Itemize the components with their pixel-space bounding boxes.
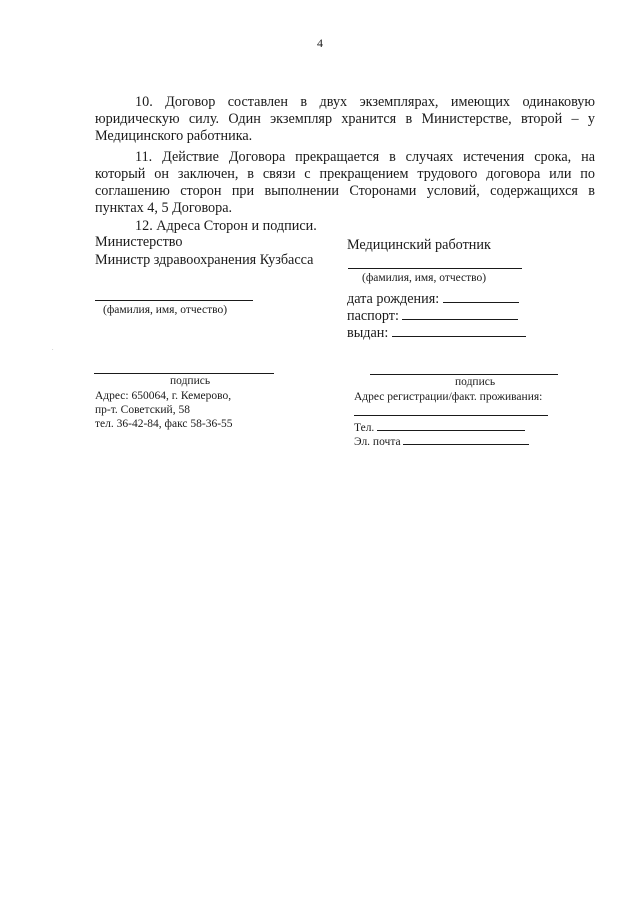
paragraph-11: 11. Действие Договора прекращается в случаях истечения срока, на который он заключен, в связи с прекращением трудового договора или по соглашению сторон при выполнении Сторонами условий, содержащихся в пунктах 4, 5 Договора. <box>95 149 595 216</box>
ministry-signature-caption: подпись <box>170 375 211 387</box>
ministry-address-line3: тел. 36-42-84, факс 58-36-55 <box>95 418 233 430</box>
passport-field <box>347 307 518 325</box>
issued-line <box>392 324 526 337</box>
page-number: 4 <box>317 36 323 50</box>
ministry-title: Министерство <box>95 234 183 250</box>
worker-address-line <box>354 415 548 416</box>
passport-line <box>402 307 518 320</box>
minister-position: Министр здравоохранения Кузбасса <box>95 252 314 268</box>
worker-title: Медицинский работник <box>347 237 491 253</box>
worker-signature-caption: подпись <box>455 376 496 388</box>
birth-date-field <box>347 290 519 308</box>
ministry-signature-line <box>94 373 274 374</box>
phone-label: Тел. <box>354 422 375 434</box>
birth-date-label: дата рождения: <box>347 291 440 307</box>
email-field <box>354 432 529 448</box>
paragraph-10: 10. Договор составлен в двух экземплярах, имеющих одинаковую юридическую силу. Один экземпляр хранится в Министерстве, второй – у Медицинского работника. <box>95 94 595 144</box>
issued-field <box>347 324 526 342</box>
ministry-name-line <box>95 300 253 301</box>
birth-date-line <box>443 290 519 303</box>
passport-label: паспорт: <box>347 308 399 324</box>
email-label: Эл. почта <box>354 436 401 448</box>
worker-name-line <box>348 268 522 269</box>
worker-address-label: Адрес регистрации/факт. проживания: <box>354 391 543 403</box>
issued-label: выдан: <box>347 325 389 341</box>
worker-name-caption: (фамилия, имя, отчество) <box>362 272 487 284</box>
worker-signature-line <box>370 374 558 375</box>
ministry-address-line1: Адрес: 650064, г. Кемерово, <box>95 390 232 402</box>
paragraph-12: 12. Адреса Сторон и подписи. <box>135 218 317 234</box>
email-line <box>403 432 529 445</box>
scan-mark: . <box>52 346 54 352</box>
ministry-name-caption: (фамилия, имя, отчество) <box>103 304 228 316</box>
ministry-address-line2: пр-т. Советский, 58 <box>95 404 190 416</box>
phone-line <box>377 418 525 431</box>
